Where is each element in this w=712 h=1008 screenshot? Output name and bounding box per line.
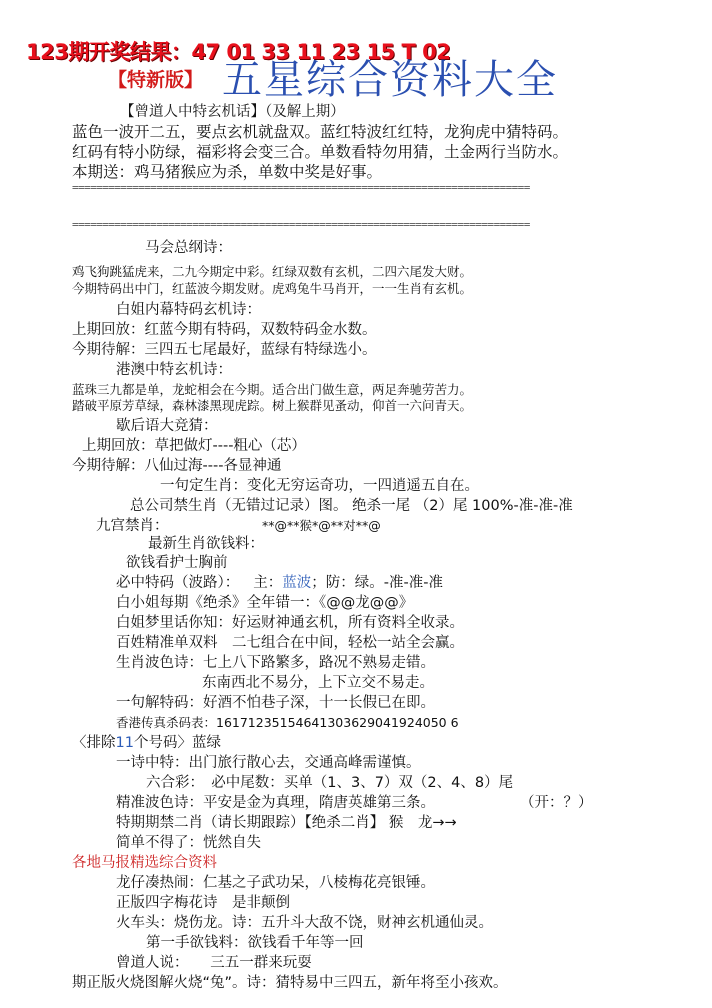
- exclude-count: 11: [115, 735, 134, 751]
- train-line: 火车头：烧伤龙。诗：五升斗大敌不饶，财神玄机通仙灵。: [116, 915, 493, 931]
- latest-value: 欲钱看护士胸前: [126, 555, 228, 571]
- company-ban: 总公司禁生肖（无错过记录）图。 绝杀一尾 （2）尾 100%-准-准-准: [130, 498, 573, 514]
- four-char-line: 正版四字梅花诗 是非颠倒: [116, 895, 290, 911]
- mystery-line-3: 本期送：鸡马猪猴应为杀，单数中奖是好事。: [72, 163, 383, 181]
- exclude-suffix: 个号码〉蓝绿: [133, 735, 221, 751]
- sister-prev: 上期回放：红蓝今期有特码，双数特码金水数。: [72, 322, 377, 338]
- one-liner-zodiac: 一句定生肖：变化无穷运奇功，一四逍遥五自在。: [160, 478, 479, 494]
- macau-line-1: 蓝珠三九都是单，龙蛇相会在今期。适合出门做生意，两足奔驰劳苦力。: [72, 382, 473, 397]
- precise-wave: 精准波色诗：平安是金为真理，隋唐英雄第三条。: [116, 795, 435, 811]
- regional-heading: 各地马报精选综合资料: [72, 855, 217, 871]
- wave-main-value: 蓝波: [282, 575, 312, 591]
- wave-main-label: 主：: [253, 575, 283, 591]
- latest-heading: 最新生肖欲钱料：: [148, 536, 264, 552]
- wave-rest: ；防：绿。-准-准-准: [311, 575, 443, 591]
- hk-code-table: 香港传真杀码表：16171235154641303629041924050 6: [116, 715, 459, 730]
- simple-line: 简单不得了：恍然自失: [116, 835, 261, 851]
- nine-palace-label: 九宫禁肖：: [96, 518, 169, 534]
- draw-result-banner: 123期开奖结果：47 01 33 11 23 15 T 02: [26, 40, 451, 64]
- color-poem-2: 东南西北不易分，上下立交不易走。: [202, 675, 434, 691]
- riddle-now: 今期待解：八仙过海----各显神通: [72, 458, 282, 474]
- separator-1: ============================================================================: [72, 181, 530, 194]
- horse-line-1: 鸡飞狗跳猛虎来，二九今期定中彩。红绿双数有玄机，二四六尾发大财。: [72, 264, 473, 279]
- macau-heading: 港澳中特玄机诗：: [116, 362, 232, 378]
- macau-line-2: 踏破平原芳草绿，森林漆黑现虎踪。树上猴群见蚤动，仰首一六问青天。: [72, 398, 473, 413]
- nine-palace-value: **@**猴*@**对**@: [262, 518, 381, 533]
- color-poem-1: 生肖波色诗：七上八下路繁多，路况不熟易走错。: [116, 655, 435, 671]
- kill-line: 白小姐每期《绝杀》全年错一：《@@龙@@》: [116, 595, 414, 611]
- exclude-line: [72, 731, 221, 752]
- zeng-line: 曾道人说： 三五一群来玩耍: [116, 955, 312, 971]
- page-title: 五星综合资料大全: [222, 57, 558, 103]
- first-hand-line: 第一手欲钱料：欲钱看千年等一回: [146, 935, 364, 951]
- dream-line: 白姐梦里话你知：好运财神通玄机，所有资料全收录。: [116, 615, 464, 631]
- fire-line: 期正版火烧图解火烧“兔”。诗：猜特易中三四五，新年将至小孩欢。: [72, 975, 508, 991]
- exclude-prefix: 〈排除: [72, 735, 116, 751]
- riddle-heading: 歇后语大竞猜：: [116, 418, 218, 434]
- sister-heading: 白姐内幕特码玄机诗：: [116, 302, 261, 318]
- dragon-line: 龙仔凑热闹：仁基之子武功呆，八棱梅花亮银锤。: [116, 875, 435, 891]
- wave-line: [116, 571, 443, 592]
- edition-badge: 【特新版】: [108, 69, 204, 91]
- poem-hit: 一诗中特：出门旅行散心去，交通高峰需谨慎。: [116, 755, 421, 771]
- six-combo: 六合彩： 必中尾数：买单（1、3、7）双（2、4、8）尾: [146, 775, 514, 791]
- odds-line: 百姓精准单双料 二七组合在中间，轻松一站全会赢。: [116, 635, 464, 651]
- one-liner-code: 一句解特码：好酒不怕巷子深，十一长假已在即。: [116, 695, 435, 711]
- mystery-heading: 【曾道人中特玄机话】（及解上期）: [120, 104, 345, 120]
- separator-2: ============================================================================: [72, 218, 530, 231]
- sister-now: 今期待解：三四五七尾最好，蓝绿有特绿选小。: [72, 342, 377, 358]
- riddle-prev: 上期回放：草把做灯----粗心（芯）: [82, 438, 306, 454]
- mystery-line-1: 蓝色一波开二五，要点玄机就盘双。蓝红特波红红特，龙狗虎中猜特码。: [72, 123, 569, 141]
- two-zodiac-ban: 特期期禁二肖（请长期跟踪）【绝杀二肖】 猴 龙→→: [116, 815, 457, 831]
- open-note: （开：？）: [520, 795, 593, 811]
- horse-line-2: 今期特码出中门，红蓝波今期发财。虎鸡兔牛马肖开，一一生肖有玄机。: [72, 281, 473, 296]
- horse-heading: 马会总纲诗：: [145, 240, 232, 256]
- mystery-line-2: 红码有特小防绿，福彩将会变三合。单数看特勿用猜，土金两行当防水。: [72, 143, 569, 161]
- wave-label: 必中特码（波路）：: [116, 575, 240, 591]
